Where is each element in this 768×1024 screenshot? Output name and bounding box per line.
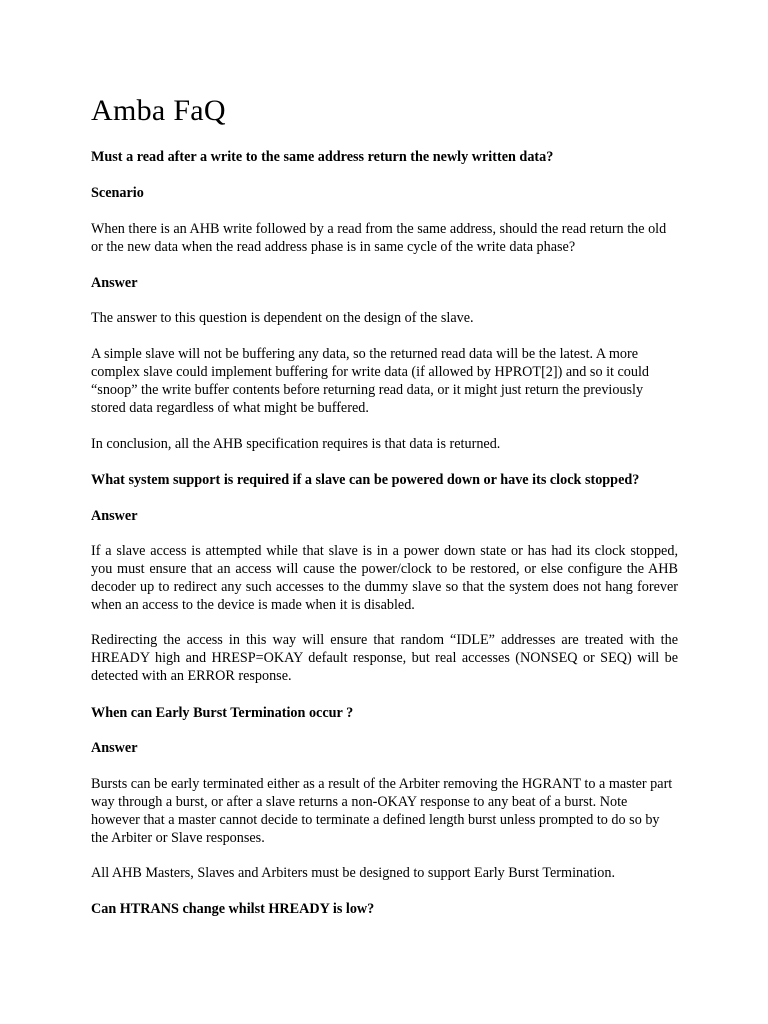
answer-paragraph: The answer to this question is dependent on the design of the slave. <box>91 310 474 326</box>
answer-paragraph: All AHB Masters, Slaves and Arbiters must be designed to support Early Burst Termination. <box>91 865 616 881</box>
answer-heading: Answer <box>91 508 138 524</box>
question-heading: When can Early Burst Termination occur ? <box>91 705 354 721</box>
answer-paragraph: Bursts can be early terminated either as a result of the Arbiter removing the HGRANT to a master part way through a burst, or after a slave returns a non-OKAY response to any beat of a burst. Note however that a master cannot decide to terminate a defined length burst unless prompted to do so by the Arbiter or Slave responses. <box>91 776 673 846</box>
answer-paragraph: A simple slave will not be buffering any data, so the returned read data will be the latest. A more complex slave could implement buffering for write data (if allowed by HPROT[2]) and so it could “snoop” the write buffer contents before returning read data, or it might just return the previously stored data regardless of what might be buffered. <box>91 346 650 416</box>
scenario-heading: Scenario <box>91 185 144 201</box>
answer-paragraph: Redirecting the access in this way will ensure that random “IDLE” addresses are treated with the HREADY high and HRESP=OKAY default response, but real accesses (NONSEQ or SEQ) will be detected with an ERROR response. <box>91 632 678 684</box>
question-heading: Can HTRANS change whilst HREADY is low? <box>91 901 375 917</box>
question-heading: Must a read after a write to the same address return the newly written data? <box>91 149 554 165</box>
answer-paragraph: In conclusion, all the AHB specification requires is that data is returned. <box>91 436 501 452</box>
question-heading: What system support is required if a slave can be powered down or have its clock stopped? <box>91 472 640 488</box>
answer-paragraph: If a slave access is attempted while that slave is in a power down state or has had its clock stopped, you must ensure that an access will cause the power/clock to be restored, or else configure the AHB decoder up to redirect any such accesses to the dummy slave so that the system does not hang forever when an access to the device is made when it is disabled. <box>91 543 678 613</box>
scenario-paragraph: When there is an AHB write followed by a read from the same address, should the read return the old or the new data when the read address phase is in same cycle of the write data phase? <box>91 221 667 255</box>
page-title: Amba FaQ <box>91 94 226 127</box>
answer-heading: Answer <box>91 740 138 756</box>
answer-heading: Answer <box>91 275 138 291</box>
